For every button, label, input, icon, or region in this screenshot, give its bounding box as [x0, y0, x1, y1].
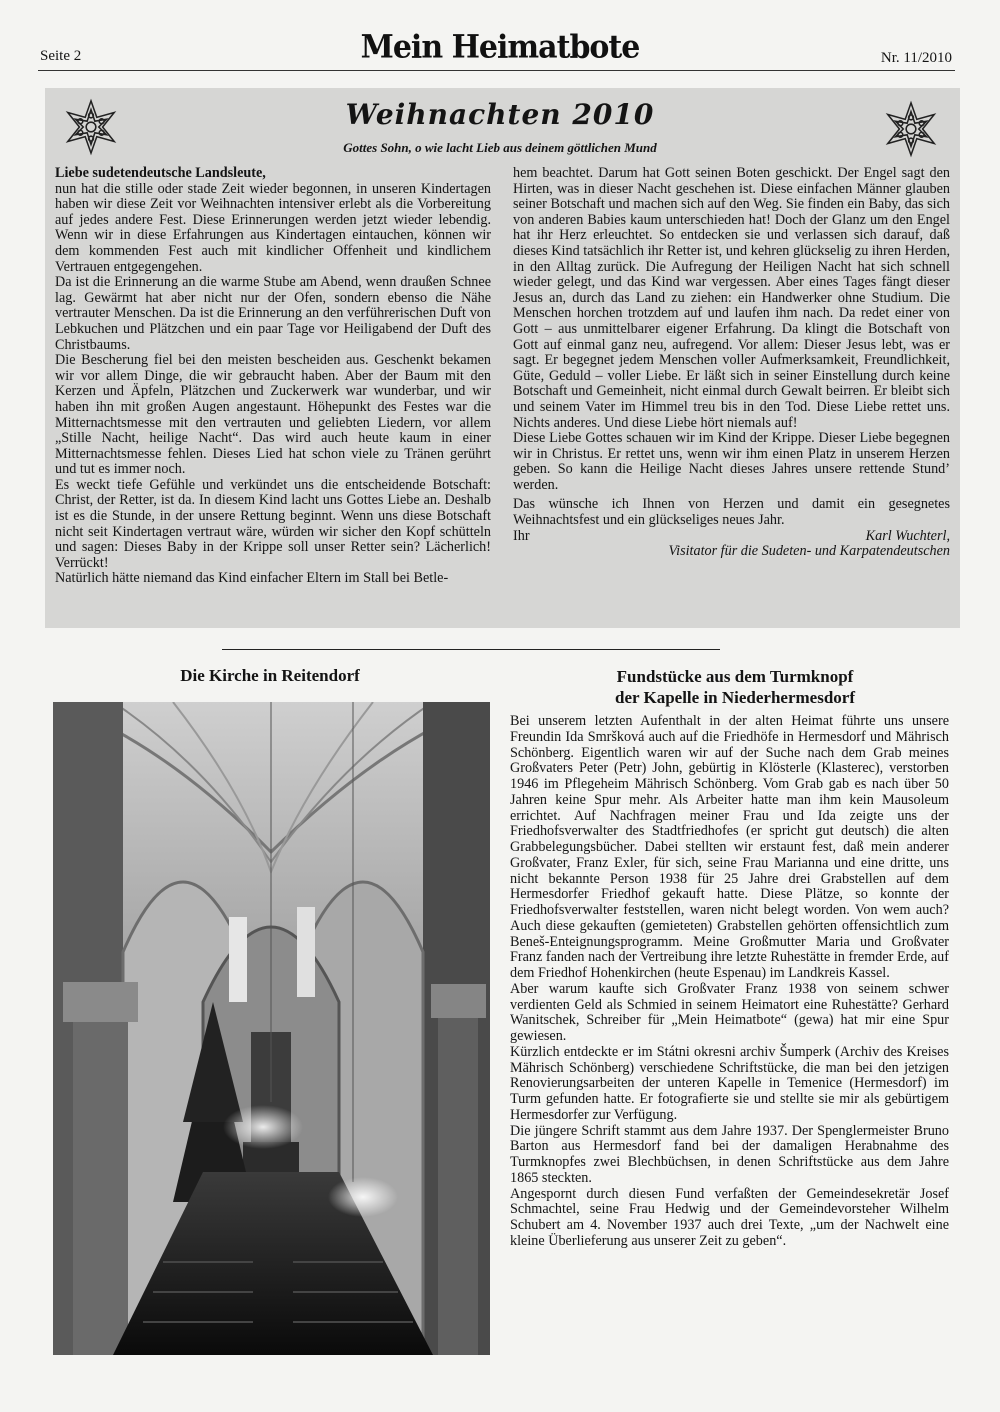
header-rule [38, 70, 955, 71]
paragraph: Die Bescherung fiel bei den meisten bescheiden aus. Geschenkt bekamen wir vor allem Dinge, die wir gebraucht haben. Aber der Baum mit den Kerzen und Äpfeln, Plätzchen und Zuckerwerk war wunderbar, und wir haben ihn mit großen Augen angestaunt. Höhepunkt des Festes war die Mitternachtsmesse mit den vertrauten und geliebten Liedern, vor allem „Stille Nacht, heilige Nacht“. Das wird auch heute kaum in einer Mitternachtsmesse fehlen. Dieses Lied hat schon viele zu Tränen gerührt und tut es immer noch. [55, 352, 491, 478]
paragraph: Diese Liebe Gottes schauen wir im Kind der Krippe. Dieser Liebe begegnen wir in Christus. Er rettet uns, wenn wir ihm einen Platz in unserem Herzen geben. So kann die Heilige Nacht dieses Jahres unsere rettende Stund’ werden. [513, 430, 950, 493]
signature-role: Visitator für die Sudeten- und Karpatendeutschen [668, 543, 950, 560]
paragraph: Bei unserem letzten Aufenthalt in der alten Heimat führte uns unsere Freundin Ida Smršková auch auf die Friedhöfe in Hermesdorf und Mährisch Schönberg. Eigentlich waren wir auf der Suche nach dem Grab meines Großvaters Peter (Petr) John, gebürtig in Klösterle (Klasterec), verstorben 1946 im Pflegeheim Mährisch Schönberg. Vom Grab gab es nach über 50 Jahren keine Spur mehr. Als Arbeiter hatte man ihm kein Mausoleum errichtet. Auf Nachfragen meiner Frau und Ida zeigte uns der Friedhofsverwalter des Stadtfriedhofes (er spricht gut deutsch) die alten Grabbelegungsbücher. Dabei stellten wir erstaunt fest, daß mein anderer Großvater, Franz Exler, für sich, seine Frau Marianna und eine dritte, uns nicht bekannte Person 1938 für 25 Jahre drei Grabstellen auf dem Hermesdorfer Friedhof gekauft hatte. Diese Plätze, so konnte der Friedhofsverwalter feststellen, waren nicht belegt worden. Von wem auch? Auch diese gekauften (gemieteten) Grabstellen gehörten offensichtlich zum Beneš-Enteignungsprogramm. Meine Großmutter Maria und Großvater Franz fanden nach der Vertreibung ihre letzte Ruhestätte in fremder Erde, auf dem Friedhof Hohenkirchen (heute Espenau) im Landkreis Kassel. [510, 713, 949, 981]
paragraph: Aber warum kaufte sich Großvater Franz 1938 von seinem schwer verdienten Geld als Schmied in seinem Heimatort eine Ruhestätte? Gerhard Wanitschek, Schreiber für „Mein Heimatbote“ (gewa) hat mir eine Spur gewiesen. [510, 980, 949, 1044]
christmas-subtitle: Gottes Sohn, o wie lacht Lieb aus deinem göttlichen Mund [343, 140, 657, 155]
paragraph: Angespornt durch diesen Fund verfaßten der Gemeindesekretär Josef Schmachtel, seine Frau Hedwig und der Gemeindevorsteher Wilhelm Schubert am 4. November 1937 auch drei Texte, „um der Nachwelt eine kleine Überlieferung aus unserer Zeit zu geben“. [510, 1185, 949, 1249]
paragraph: Es weckt tiefe Gefühle und verkündet uns die entscheidende Botschaft: Christ, der Retter, ist da. In diesem Kind lacht uns Gottes Liebe an. Deshalb ist es die Stunde, in der unsere Rettung beginnt. Wenn uns diese Botschaft nicht seit Kindertagen vertraut wäre, würden wir sicher den Kopf schütteln und sagen: Dieses Baby in der Krippe soll unser Retter sein? Lächerlich! Verrückt! [55, 476, 491, 571]
christmas-title: Weihnachten 2010 [345, 98, 655, 131]
signature-name: Karl Wuchterl, [865, 527, 950, 544]
fund-heading-line: Fundstücke aus dem Turmknopf [616, 667, 854, 686]
closing: Ihr [513, 527, 530, 544]
signature-row [513, 529, 950, 545]
fund-heading-line: der Kapelle in Niederhermesdorf [614, 688, 855, 707]
newspaper-masthead: Mein Heimatbote [360, 29, 640, 66]
salutation: Liebe sudetendeutsche Landsleute, [55, 165, 266, 181]
fund-article [510, 714, 949, 1250]
christmas-column-right [513, 166, 950, 560]
church-heading: Die Kirche in Reitendorf [180, 666, 360, 685]
paragraph: Natürlich hätte niemand das Kind einfacher Eltern im Stall bei Betle- [55, 570, 449, 587]
paragraph: hem beachtet. Darum hat Gott seinen Boten geschickt. Der Engel sagt den Hirten, was in dieser Nacht geschehen ist. Diese einfachen Männer glauben seiner Botschaft und machen sich auf den Weg. Sie finden ein Baby, das sich von anderen Babies kaum unterschieden hat! Doch der Glanz um den Engel hat ihr Herz erleuchtet. So entdecken sie und verlassen sich darauf, daß dieses Kind tatsächlich ihr Retter ist, und kehren glückselig zu ihren Herden, in den Alltag zurück. Die Aufregung der Heiligen Nacht hat sich schnell wieder gelegt, und das Kind war vergessen. Aber eines Tages fängt dieser Jesus an, durch das Land zu ziehen: ein Handwerker ohne Studium. Die Menschen horchen trotzdem auf und laufen ihm nach. Da redet einer von Gott – aus unmittelbarer eigener Erfahrung. Da klingt die Botschaft von Gott auf einmal ganz neu, aufregend. Vor allem: Dieser Jesus lebt, was er sagt. Er begegnet jedem Menschen voller Aufmerksamkeit, Freundlichkeit, Güte, Geduld – voller Liebe. Er läßt sich in seiner Einstellung durch keine Botschaft und Gemeinheit, nicht einmal durch Gewalt beirren. Er bleibt sich und seinem Vater im Himmel treu bis in den Tod. Diese Liebe rettet uns. Nichts anderes. Und diese Liebe hört niemals auf! [513, 165, 950, 431]
paragraph: Das wünsche ich Ihnen von Herzen und damit ein gesegnetes Weihnachtsfest und ein glückseliges neues Jahr. [513, 496, 950, 529]
issue-number: Nr. 11/2010 [880, 50, 952, 66]
page-number: Seite 2 [40, 48, 82, 64]
fund-heading [500, 666, 970, 708]
church-interior-photo [53, 702, 490, 1355]
section-divider [222, 649, 720, 650]
paragraph: Kürzlich entdeckte er im Státni okresni archiv Šumperk (Archiv des Kreises Mährisch Schönberg) verschiedene Schriftstücke, die man bei den jetzigen Renovierungsarbeiten der unteren Kapelle in Temenice (Hermesdorf) im Turm gefunden hatte. Er fotografierte sie und stellte sie mir als gebürtigem Hermesdorfer zur Verfügung. [510, 1043, 949, 1123]
christmas-column-left [55, 166, 491, 587]
paragraph: Da ist die Erinnerung an die warme Stube am Abend, wenn draußen Schnee lag. Gewärmt hat aber nicht nur der Ofen, sondern ebenso die Nähe vertrauter Menschen. Da ist die Erinnerung an den verführerischen Duft von Lebkuchen und Plätzchen und ein paar Tage vor Heiligabend der Duft des Christbaums. [55, 274, 491, 353]
paragraph: Die jüngere Schrift stammt aus dem Jahre 1937. Der Spenglermeister Bruno Barton aus Hermesdorf fand bei der damaligen Herabnahme des Turmknopfes zwei Blechbüchsen, in denen Schriftstücke aus dem Jahre 1865 steckten. [510, 1122, 949, 1186]
paragraph: nun hat die stille oder stade Zeit wieder begonnen, in unseren Kindertagen haben wir diese Zeit vor Weihnachten intensiver erlebt als die Vorbereitung auf jedes andere Fest. Diese Erinnerungen werden jetzt wieder lebendig. Wenn wir in diese Erfahrungen aus Kindertagen eintauchen, können wir dem kommenden Fest auch mit kindlicher Offenheit und kindlichem Vertrauen entgegengehen. [55, 180, 491, 275]
